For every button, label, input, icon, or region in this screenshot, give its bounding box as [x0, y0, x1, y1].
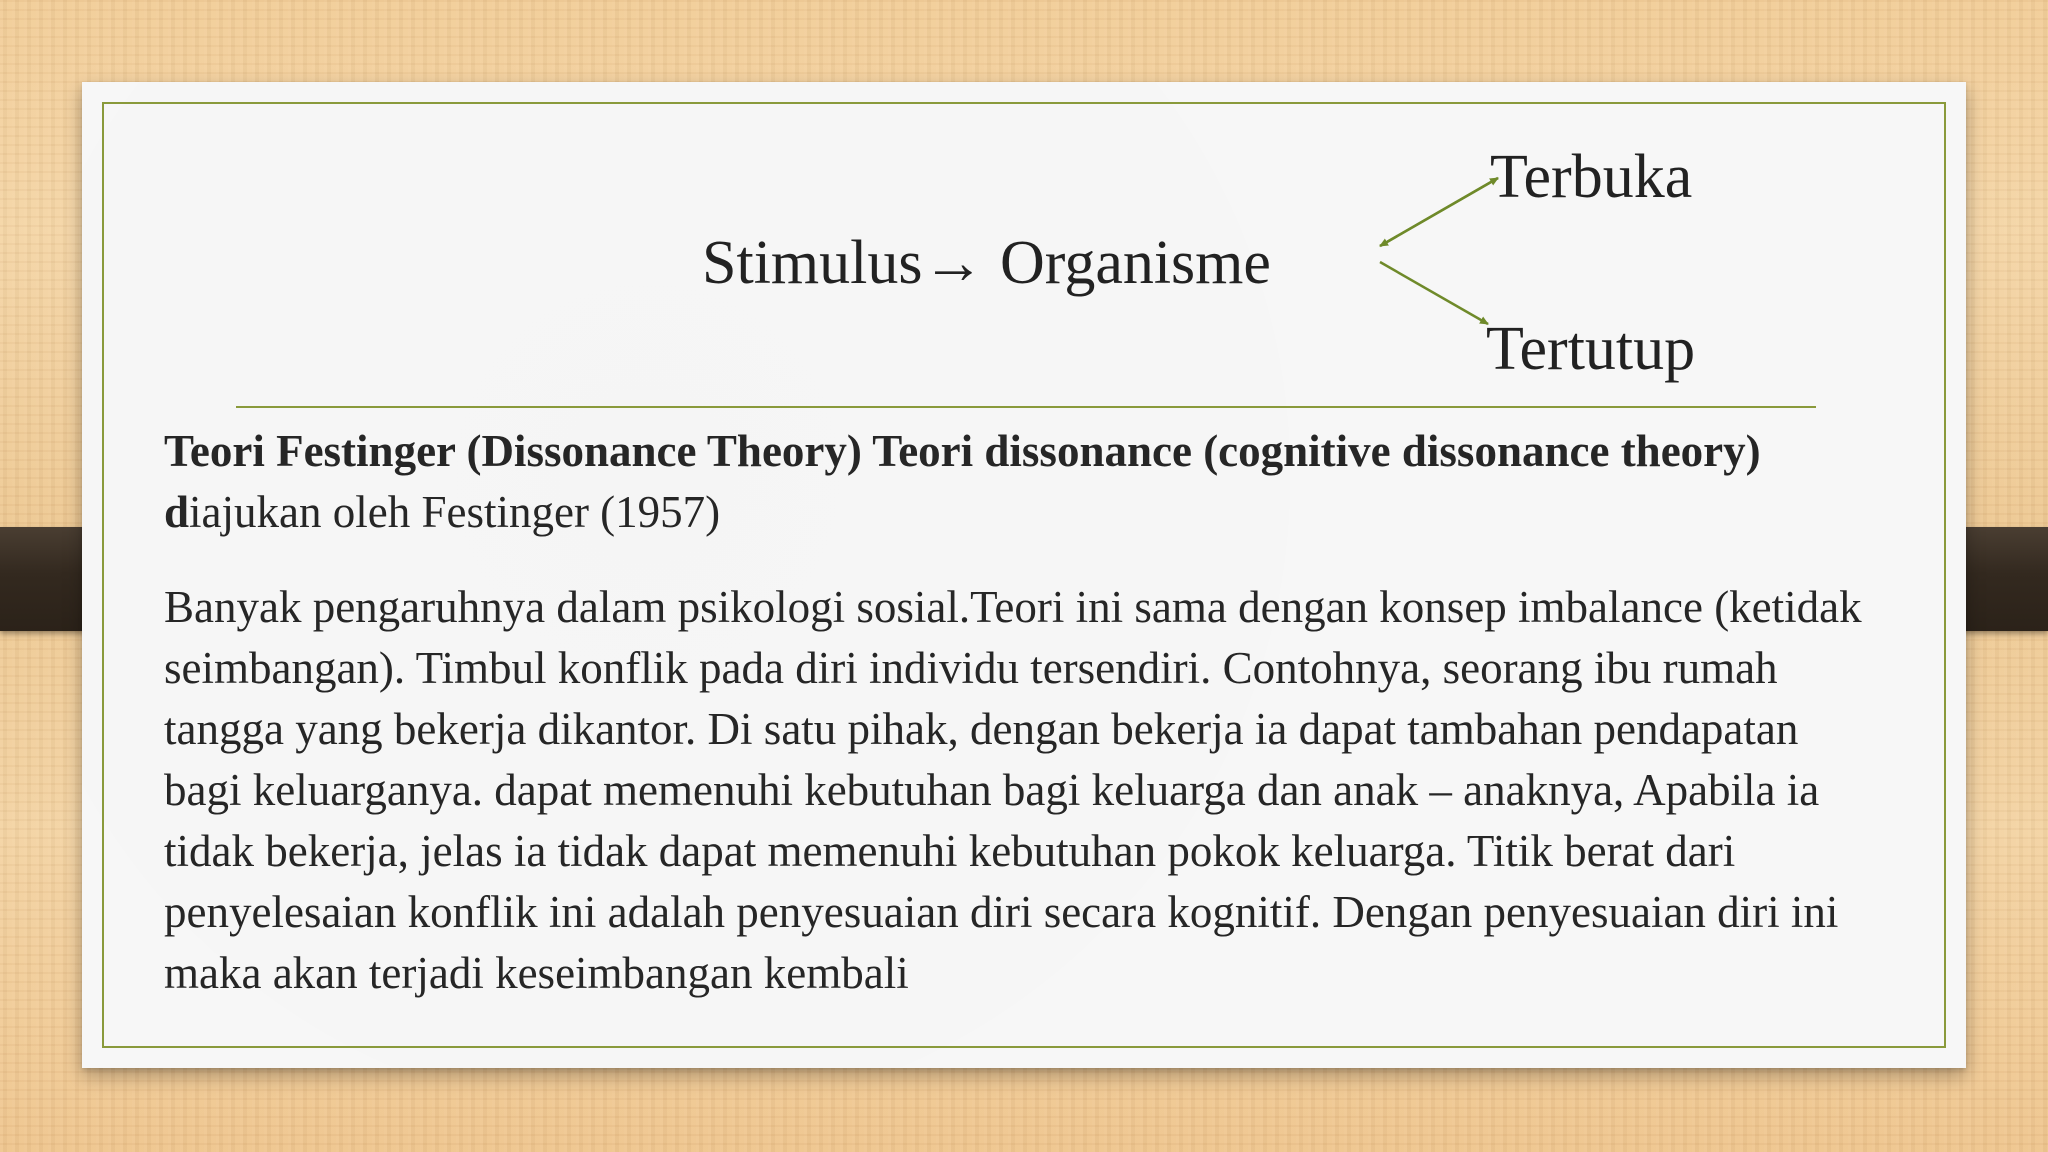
section-divider	[236, 406, 1816, 408]
theory-heading-tail: iajukan oleh Festinger (1957)	[189, 487, 721, 537]
diagram-stimulus-organisme: Stimulus→ Organisme	[702, 229, 1271, 297]
theory-description: Banyak pengaruhnya dalam psikologi sosial.Teori ini sama dengan konsep imbalance (ketidak seimbangan). Timbul konflik pada diri individu tersendiri. Contohnya, seorang ibu rumah tangga yang bekerja dikantor. Di satu pihak, dengan bekerja ia dapat tambahan pendapatan bagi keluarganya. dapat memenuhi kebutuhan bagi keluarga dan anak – anaknya, Apabila ia tidak bekerja, jelas ia tidak dapat memenuhi kebutuhan pokok keluarga. Titik berat dari penyelesaian konflik ini adalah penyesuaian diri secara kognitif. Dengan penyesuaian diri ini maka akan terjadi keseimbangan kembali	[164, 582, 1862, 998]
theory-heading-bold: Teori Festinger (Dissonance Theory) Teori dissonance (cognitive dissonance theory) d	[164, 426, 1761, 537]
arrow-to-terbuka-head	[1380, 178, 1498, 246]
theory-heading	[164, 421, 1864, 543]
diagram-branch-terbuka: Terbuka	[1490, 143, 1693, 211]
arrow-to-tertutup	[1380, 262, 1488, 324]
slide-card	[82, 82, 1966, 1068]
diagram-branch-tertutup: Tertutup	[1486, 315, 1696, 383]
